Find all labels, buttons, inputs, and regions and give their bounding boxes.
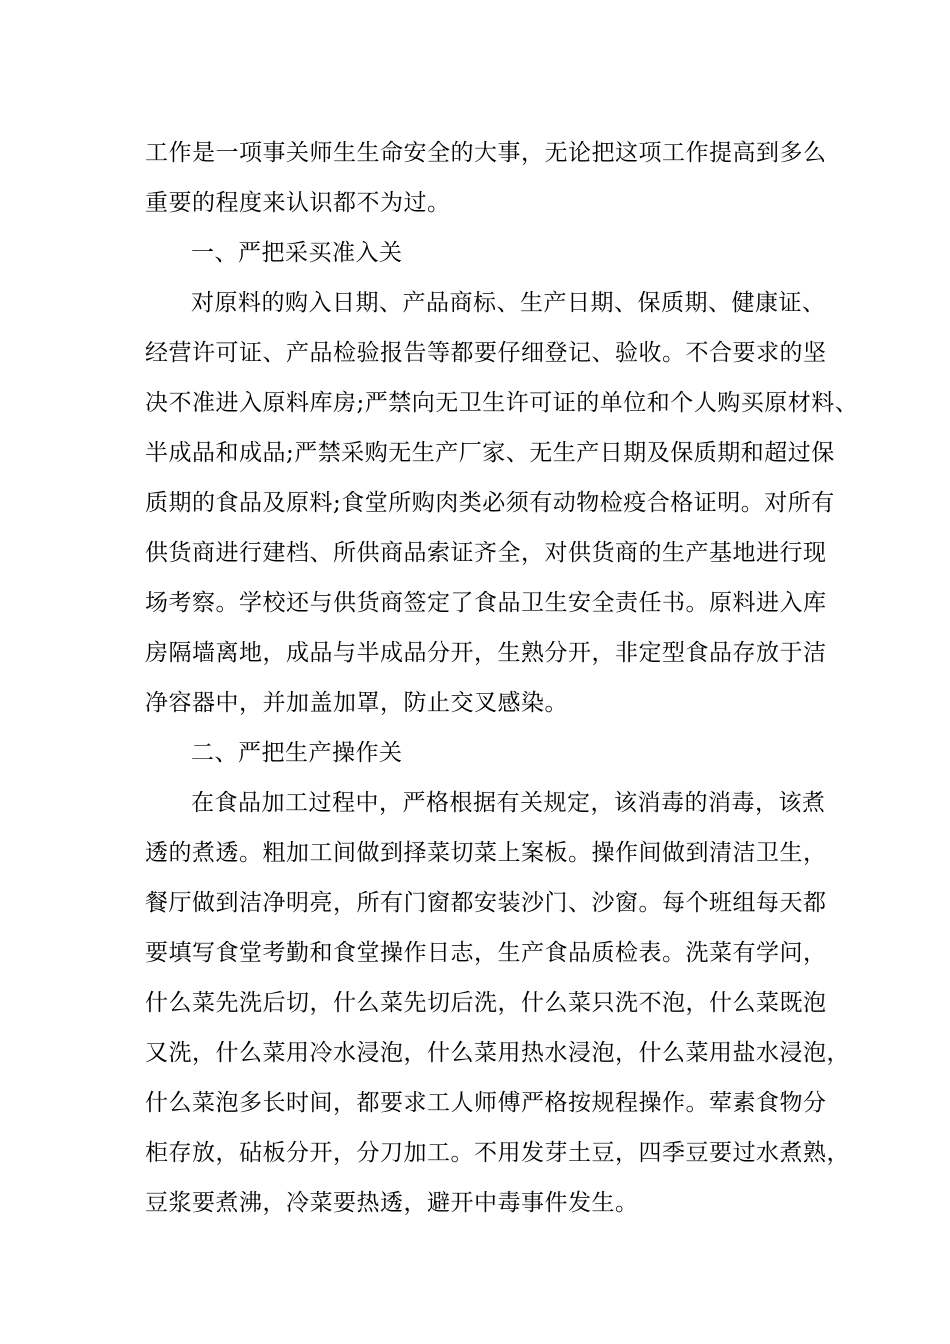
paragraph-line: 什么菜先洗后切，什么菜先切后洗，什么菜只洗不泡，什么菜既泡 <box>145 990 827 1016</box>
paragraph-line: 供货商进行建档、所供商品索证齐全，对供货商的生产基地进行现 <box>145 540 827 566</box>
paragraph-line: 决不准进入原料库房;严禁向无卫生许可证的单位和个人购买原材料、 <box>145 390 859 416</box>
paragraph-line: 透的煮透。粗加工间做到择菜切菜上案板。操作间做到清洁卫生， <box>145 840 827 866</box>
paragraph-line: 半成品和成品;严禁采购无生产厂家、无生产日期及保质期和超过保 <box>145 440 835 466</box>
paragraph-line: 柜存放，砧板分开，分刀加工。不用发芽土豆，四季豆要过水煮熟， <box>145 1140 850 1166</box>
paragraph-line: 工作是一项事关师生生命安全的大事，无论把这项工作提高到多么 <box>145 140 827 166</box>
paragraph-line: 要填写食堂考勤和食堂操作日志，生产食品质检表。洗菜有学问， <box>145 940 827 966</box>
paragraph-line: 场考察。学校还与供货商签定了食品卫生安全责任书。原料进入库 <box>145 590 827 616</box>
paragraph-line: 在食品加工过程中，严格根据有关规定，该消毒的消毒，该煮 <box>191 790 826 816</box>
paragraph-line: 什么菜泡多长时间，都要求工人师傅严格按规程操作。荤素食物分 <box>145 1090 827 1116</box>
paragraph-line: 豆浆要煮沸，冷菜要热透，避开中毒事件发生。 <box>145 1190 639 1216</box>
paragraph-line: 房隔墙离地，成品与半成品分开，生熟分开，非定型食品存放于洁 <box>145 640 827 666</box>
paragraph-line: 重要的程度来认识都不为过。 <box>145 190 451 216</box>
paragraph-line: 净容器中，并加盖加罩，防止交叉感染。 <box>145 690 568 716</box>
paragraph-line: 又洗，什么菜用冷水浸泡，什么菜用热水浸泡，什么菜用盐水浸泡， <box>145 1040 850 1066</box>
section-heading: 二、严把生产操作关 <box>191 740 403 766</box>
paragraph-line: 对原料的购入日期、产品商标、生产日期、保质期、健康证、 <box>191 290 826 316</box>
paragraph-line: 质期的食品及原料;食堂所购肉类必须有动物检疫合格证明。对所有 <box>145 490 835 516</box>
section-heading: 一、严把采买准入关 <box>191 240 403 266</box>
paragraph-line: 餐厅做到洁净明亮，所有门窗都安装沙门、沙窗。每个班组每天都 <box>145 890 827 916</box>
paragraph-line: 经营许可证、产品检验报告等都要仔细登记、验收。不合要求的坚 <box>145 340 827 366</box>
